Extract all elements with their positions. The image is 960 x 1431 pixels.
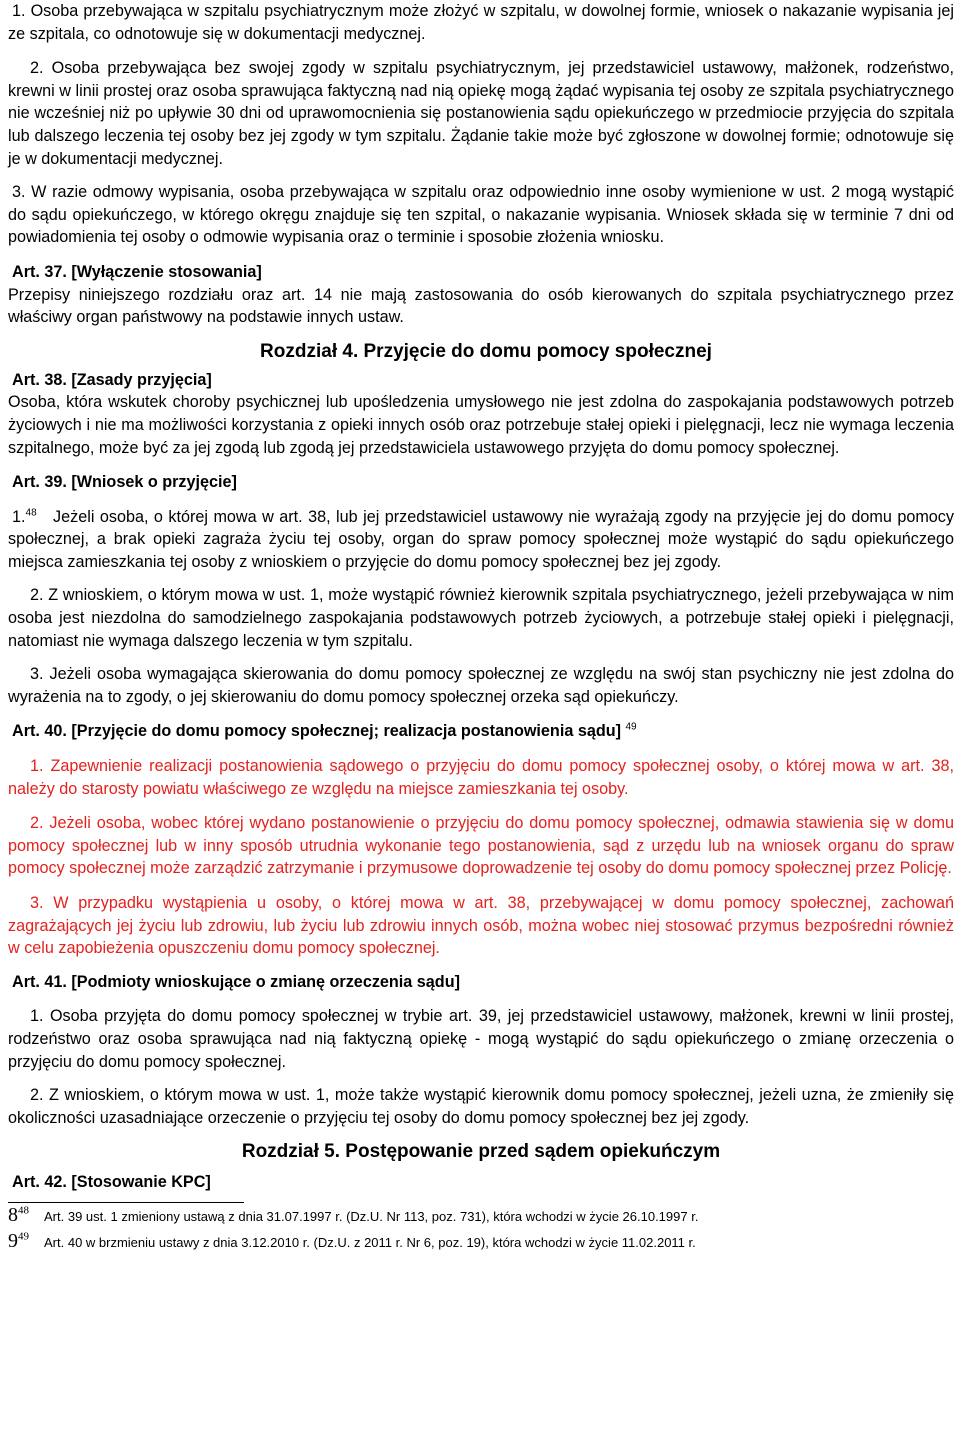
art41-heading: Art. 41. [Podmioty wnioskujące o zmianę orzeczenia sądu]	[12, 972, 460, 991]
art40-par3: 3. W przypadku wystąpienia u osoby, o której mowa w art. 38, przebywającej w domu pomocy społecznej, zachowań zagrażających jej życiu lub zdrowiu, lub życiu lub zdrowiu innych osób, można wobec niej stosować przymus bezpośredni również w celu zapobieżenia opuszczeniu domu pomocy społecznej.	[8, 894, 954, 958]
footnote-48-text: Art. 39 ust. 1 zmieniony ustawą z dnia 31.07.1997 r. (Dz.U. Nr 113, poz. 731), która wchodzi w życie 26.10.1997 r.	[44, 1208, 699, 1224]
art41-par2: 2. Z wnioskiem, o którym mowa w ust. 1, może także wystąpić kierownik domu pomocy społecznej, jeżeli uzna, że zmieniły się okoliczności uzasadniające orzeczenie o przyjęciu tej osoby do domu pomocy społecznej bez jej zgody.	[8, 1086, 954, 1127]
art39-par1-number: 1.	[12, 507, 26, 526]
art42-heading: Art. 42. [Stosowanie KPC]	[12, 1173, 211, 1192]
footnote-49-text: Art. 40 w brzmieniu ustawy z dnia 3.12.2010 r. (Dz.U. z 2011 r. Nr 6, poz. 19), która wchodzi w życie 11.02.2011 r.	[44, 1234, 696, 1250]
footnote-49-number: $9^{49}$	[8, 1229, 29, 1252]
footnote-ref-49[interactable]: 49	[625, 722, 637, 734]
art39-par2: 2. Z wnioskiem, o którym mowa w ust. 1, może wystąpić również kierownik szpitala psychiatrycznego, jeżeli przebywająca w nim osoba jest niezdolna do samodzielnego zaspokajania podstawowych potrzeb życiowych, a potrzebuje stałej opieki i pielęgnacji, natomiast nie wymaga dalszego leczenia w tym szpitalu.	[8, 586, 954, 650]
footnote-divider	[8, 1202, 244, 1203]
art36-par1: 1. Osoba przebywająca w szpitalu psychiatrycznym może złożyć w szpitalu, w dowolnej formie, wniosek o nakazanie wypisania jej ze szpitala, co odnotowuje się w dokumentacji medycznej.	[8, 2, 954, 43]
footnote-48-number: $8^{48}$	[8, 1203, 29, 1226]
art38-heading: Art. 38. [Zasady przyjęcia]	[12, 370, 212, 389]
footnote-49	[8, 1231, 954, 1253]
art40-heading	[8, 720, 954, 743]
art37-text: Przepisy niniejszego rozdziału oraz art. 14 nie mają zastosowania do osób kierowanych do szpitala psychiatrycznego przez właściwy organ państwowy na podstawie innych ustaw.	[8, 285, 954, 327]
art39-par1	[8, 506, 954, 574]
art36-par3: 3. W razie odmowy wypisania, osoba przebywająca w szpitalu oraz odpowiednio inne osoby wymienione w ust. 2 mogą wystąpić do sądu opiekuńczego, w którego okręgu znajduje się ten szpital, o nakazanie wypisania. Wniosek składa się w terminie 7 dni od powiadomienia tej osoby o odmowie wypisania oraz o terminie i sposobie złożenia wniosku.	[8, 183, 954, 247]
art37-heading: Art. 37. [Wyłączenie stosowania]	[12, 262, 262, 281]
footnote-ref-48[interactable]: 48	[25, 507, 37, 519]
art41-par1: 1. Osoba przyjęta do domu pomocy społecznej w trybie art. 39, jej przedstawiciel ustawowy, małżonek, krewni w linii prostej, rodzeństwo oraz osoba sprawująca nad nią faktyczną opiekę - mogą wystąpić do sądu opiekuńczego o zmianę orzeczenia o przyjęciu do domu pomocy społecznej.	[8, 1007, 954, 1071]
art38-text: Osoba, która wskutek choroby psychicznej lub upośledzenia umysłowego nie jest zdolna do zaspokajania podstawowych potrzeb życiowych i nie ma możliwości korzystania z opieki innych osób oraz potrzebuje stałej opieki i pielęgnacji, lecz nie wymaga leczenia szpitalnego, może być za jej zgodą lub zgodą jej przedstawiciela ustawowego przyjęta do domu pomocy społecznej.	[8, 393, 954, 457]
footnote-48	[8, 1205, 954, 1227]
chapter-4-title: Rozdział 4. Przyjęcie do domu pomocy społecznej	[260, 340, 712, 362]
art39-par3: 3. Jeżeli osoba wymagająca skierowania do domu pomocy społecznej ze względu na swój stan psychiczny nie jest zdolna do wyrażenia na to zgody, o jej skierowaniu do domu pomocy społecznej orzeka sąd opiekuńczy.	[8, 665, 954, 706]
document-page	[8, 0, 954, 1253]
chapter-5-title: Rozdział 5. Postępowanie przed sądem opiekuńczym	[241, 1141, 721, 1163]
art39-par1-text: Jeżeli osoba, o której mowa w art. 38, lub jej przedstawiciel ustawowy nie wyrażają zgody na przyjęcie jej do domu pomocy społecznej, a brak opieki zagraża życiu tej osoby, organ do spraw pomocy społecznej może wystąpić do sądu opiekuńczego miejsca zamieszkania tej osoby z wnioskiem o przyjęcie do domu pomocy społecznej bez jej zgody.	[8, 507, 954, 571]
art40-par2: 2. Jeżeli osoba, wobec której wydano postanowienie o przyjęciu do domu pomocy społecznej, odmawia stawienia się w domu pomocy społecznej lub w inny sposób utrudnia wykonanie tego postanowienia, sąd z urzędu lub na wniosek organu do spraw pomocy społecznej może zarządzić zatrzymanie i przymusowe doprowadzenie tej osoby do domu pomocy społecznej przez Policję.	[8, 814, 954, 878]
art36-par2: 2. Osoba przebywająca bez swojej zgody w szpitalu psychiatrycznym, jej przedstawiciel ustawowy, małżonek, rodzeństwo, krewni w linii prostej oraz osoba sprawująca faktyczną nad nią opiekę mogą żądać wypisania tej osoby ze szpitala psychiatrycznego nie wcześniej niż po upływie 30 dni od uprawomocnienia się postanowienia sądu opiekuńczego w przedmiocie przyjęcia do szpitala lub dalszego leczenia tej osoby bez jej zgody w tym szpitalu. Żądanie takie może być zgłoszone w dowolnej formie; odnotowuje się je w dokumentacji medycznej.	[8, 59, 954, 168]
art40-heading-text: Art. 40. [Przyjęcie do domu pomocy społecznej; realizacja postanowienia sądu]	[12, 722, 621, 741]
art39-heading: Art. 39. [Wniosek o przyjęcie]	[12, 473, 237, 492]
art40-par1: 1. Zapewnienie realizacji postanowienia sądowego o przyjęciu do domu pomocy społecznej osoby, o której mowa w art. 38, należy do starosty powiatu właściwego ze względu na miejsce zamieszkania tej osoby.	[8, 757, 954, 798]
